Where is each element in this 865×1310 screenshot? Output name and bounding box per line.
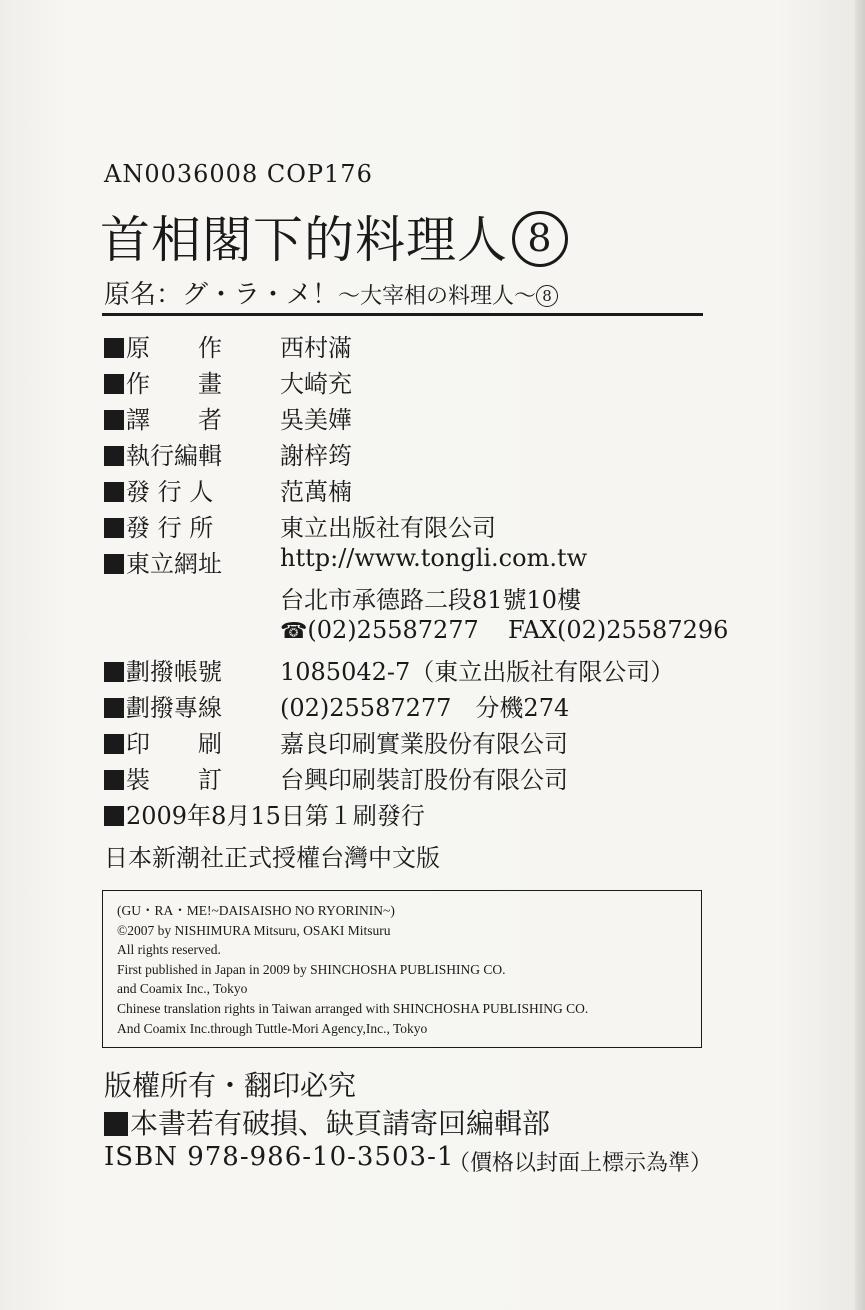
damaged-note [104,1102,550,1142]
bullet-square-icon [104,770,124,790]
phone-row [104,616,729,652]
credit-label: 裝 訂 [126,766,222,794]
original-title-prefix: 原名：グ・ラ・メ！ [104,280,339,310]
credits-list [104,328,729,832]
catalog-code: AN0036008 COP176 [104,160,373,188]
credit-row [104,652,724,688]
credit-label: 原 作 [126,334,222,362]
credit-row [104,400,724,436]
address-row [104,580,724,616]
credit-value: 吳美嬅 [280,406,352,434]
credit-label: 發 行 人 [126,478,214,506]
fax-number: FAX(02)25587296 [508,616,729,644]
license-note: 日本新潮社正式授權台灣中文版 [104,844,440,872]
bullet-square-icon [104,482,124,502]
copyright-line: (GU・RA・ME!~DAISAISHO NO RYORININ~) [117,903,395,918]
bullet-square-icon [104,698,124,718]
credit-value: 謝梓筠 [280,442,352,470]
credit-value: 西村滿 [280,334,352,362]
credit-row [104,544,724,580]
bullet-square-icon [104,410,124,430]
credit-label: 劃撥專線 [126,694,222,722]
phone-number: (02)25587277 [307,616,479,644]
credit-label: 印 刷 [126,730,222,758]
credit-value: 嘉良印刷實業股份有限公司 [280,730,568,758]
publisher-address: 台北市承德路二段81號10樓 [280,586,582,614]
credit-label: 東立網址 [126,550,222,578]
phone-icon: ☎ [280,619,308,644]
original-volume-number: 8 [536,285,558,307]
bullet-square-icon [104,518,124,538]
website-link[interactable]: http://www.tongli.com.tw [280,544,588,572]
credit-row [104,364,724,400]
bullet-square-icon [104,806,124,826]
copyright-box [102,890,702,1048]
copyright-line: and Coamix Inc., Tokyo [117,981,248,997]
credit-label: 劃撥帳號 [126,658,222,686]
copyright-line: First published in Japan in 2009 by SHINCHOSHA PUBLISHING CO. [117,961,506,977]
credit-value: 范萬楠 [280,478,352,506]
credit-row [104,508,724,544]
bullet-square-icon [104,338,124,358]
book-title-text: 首相閣下的料理人 [100,211,508,269]
original-title [104,274,558,311]
page-edge [855,0,865,1310]
credit-label: 執行編輯 [126,442,222,470]
title-divider [102,313,703,316]
credit-value: 台興印刷裝訂股份有限公司 [280,766,568,794]
price-note: （價格以封面上標示為準） [448,1151,713,1176]
credit-row [104,724,724,760]
credit-row [104,328,724,364]
copyright-line: Chinese translation rights in Taiwan arranged with SHINCHOSHA PUBLISHING CO. [117,1000,589,1016]
credit-value: 東立出版社有限公司 [280,514,496,542]
credit-value: 大崎充 [280,370,352,398]
bullet-square-icon [104,554,124,574]
bullet-square-icon [104,374,124,394]
credit-value: (02)25587277 分機274 [280,694,570,722]
credit-label: 作 畫 [126,370,222,398]
bullet-square-icon [104,662,124,682]
original-title-suffix: ～大宰相の料理人～ [338,284,537,309]
copyright-line: All rights reserved. [117,942,221,958]
publish-date: 2009年8月15日第１刷發行 [126,802,425,830]
isbn: ISBN 978-986-10-3503-1 [104,1142,455,1172]
damaged-note-text: 本書若有破損、缺頁請寄回編輯部 [130,1107,551,1140]
credit-row [104,688,724,724]
volume-number: 8 [512,211,568,267]
bullet-square-icon [104,1112,128,1136]
publish-date-row [104,796,724,832]
rights-reserved: 版權所有・翻印必究 [104,1069,357,1102]
copyright-line: And Coamix Inc.through Tuttle-Mori Agency,Inc., Tokyo [117,1020,428,1036]
credit-label: 譯 者 [126,406,222,434]
credit-value: 1085042-7（東立出版社有限公司） [280,658,675,686]
credit-row [104,760,724,796]
credit-label: 發 行 所 [126,514,214,542]
credit-row [104,472,724,508]
bullet-square-icon [104,446,124,466]
credit-row [104,436,724,472]
bullet-square-icon [104,734,124,754]
book-title [100,200,568,272]
copyright-line: ©2007 by NISHIMURA Mitsuru, OSAKI Mitsuru [117,922,391,938]
